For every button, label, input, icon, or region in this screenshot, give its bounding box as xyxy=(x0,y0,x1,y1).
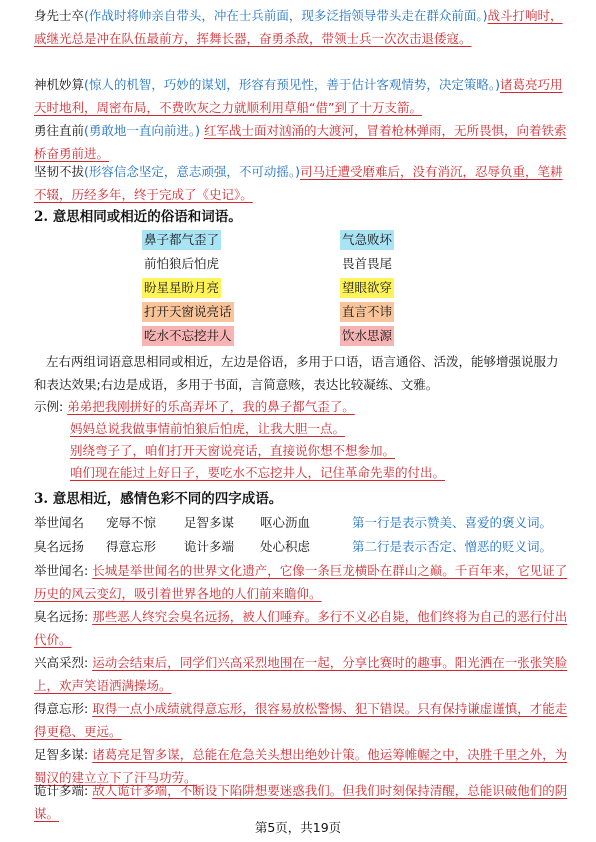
idiom-right: 饮水思源 xyxy=(340,326,394,346)
idiom-example: 敌人诡计多端，不断设下陷阱想要迷惑我们。但我们时刻保持清醒，总能识破他们的阴谋。 xyxy=(34,783,568,821)
proverb-left: 前怕狼后怕虎 xyxy=(142,254,221,274)
idiom-right: 望眼欲穿 xyxy=(340,278,394,298)
idiom-example: 司马迁遭受磨难后，没有消沉，忍辱负重，笔耕不辍，历经多年，终于完成了《史记》。 xyxy=(34,164,563,202)
example-label: 示例: xyxy=(34,399,64,414)
example-row xyxy=(34,396,355,418)
proverb-left: 吃水不忘挖井人 xyxy=(142,326,234,346)
idiom-example: 红军战士面对汹涌的大渡河，冒着枪林弹雨，无所畏惧，向着铁索桥奋勇前进。 xyxy=(34,123,567,161)
idiom-example: 诸葛亮巧用天时地利，周密布局，不费吹灰之力就顺利用草船“借”到了十万支箭。 xyxy=(34,77,563,115)
idiom-term: 勇往直前 xyxy=(34,123,85,138)
idiom: 宠辱不惊 xyxy=(106,515,157,530)
idiom-entry xyxy=(34,651,570,697)
idiom-definition: (惊人的机智，巧妙的谋划，形容有预见性，善于估计客观情势，决定策略。) xyxy=(84,77,501,92)
idiom-term: 足智多谋: xyxy=(34,747,89,762)
idiom-entry xyxy=(34,559,570,605)
idiom: 诡计多端 xyxy=(184,539,235,554)
idiom-term: 神机妙算 xyxy=(34,77,85,92)
idiom-definition: (作战时将帅亲自带头，冲在士兵前面，现多泛指领导带头走在群众前面。) xyxy=(84,8,488,23)
idiom: 臭名远扬 xyxy=(34,539,85,554)
idiom-definition: (形容信念坚定，意志顽强，不可动摇。) xyxy=(84,164,301,179)
idiom-right: 气急败坏 xyxy=(340,230,394,250)
idiom-entry xyxy=(34,697,570,743)
section-heading: 3. 意思相近，感情色彩不同的四字成语。 xyxy=(34,491,283,507)
proverb-left: 盼星星盼月亮 xyxy=(142,278,221,298)
idiom-example: 那些恶人终究会臭名远扬，被人们唾弃。多行不义必自毙，他们终将为自己的恶行付出代价。 xyxy=(34,609,568,647)
row-note: 第一行是表示赞美、喜爱的褒义词。 xyxy=(352,515,553,530)
idiom-right: 畏首畏尾 xyxy=(340,254,394,274)
idiom-term: 兴高采烈: xyxy=(34,655,89,670)
idiom-example: 诸葛亮足智多谋，总能在危急关头想出绝妙计策。他运筹帷幄之中，决胜千里之外，为蜀汉的建立立下了汗马功劳。 xyxy=(34,747,568,785)
idiom-entry xyxy=(34,119,570,165)
example-sentence: 咱们现在能过上好日子，要吃水不忘挖井人，记住革命先辈的付出。 xyxy=(70,465,446,480)
idiom-term: 得意忘形: xyxy=(34,701,89,716)
idiom-entry xyxy=(34,73,570,119)
idiom: 足智多谋 xyxy=(184,515,235,530)
idiom-right: 直言不讳 xyxy=(340,302,394,322)
idiom: 处心积虑 xyxy=(260,539,311,554)
page-footer: 第5页，共19页 xyxy=(254,820,342,835)
example-sentence: 弟弟把我刚拼好的乐高弄坏了，我的鼻子都气歪了。 xyxy=(67,399,355,414)
row-note: 第二行是表示否定、憎恶的贬义词。 xyxy=(352,539,553,554)
idiom: 得意忘形 xyxy=(106,539,157,554)
idiom-term: 诡计多端: xyxy=(34,783,89,798)
idiom-example: 长城是举世闻名的世界文化遗产，它像一条巨龙横卧在群山之巅。千百年来，它见证了历史的风云变幻，吸引着世界各地的人们前来瞻仰。 xyxy=(34,563,568,601)
idiom-definition: (勇敢地一直向前进。) xyxy=(84,123,201,138)
example-sentence: 妈妈总说我做事情前怕狼后怕虎，让我大胆一点。 xyxy=(70,421,346,436)
proverb-left: 打开天窗说亮话 xyxy=(142,302,234,322)
idiom-term: 坚韧不拔 xyxy=(34,164,85,179)
idiom: 呕心沥血 xyxy=(260,515,311,530)
idiom: 举世闻名 xyxy=(34,515,85,530)
idiom-entry xyxy=(34,160,570,206)
explanation-paragraph: 左右两组词语意思相同或相近，左边是俗语，多用于口语，语言通俗、活泼，能够增强说服力和表达效果;右边是成语，多用于书面，言简意赅，表达比较凝练、文雅。 xyxy=(34,354,559,392)
idiom-entry xyxy=(34,4,570,50)
idiom-term: 举世闻名: xyxy=(34,563,89,578)
proverb-left: 鼻子都气歪了 xyxy=(142,230,221,250)
idiom-example: 运动会结束后，同学们兴高采烈地围在一起，分享比赛时的趣事。阳光洒在一张张笑脸上，欢声笑语洒满操场。 xyxy=(34,655,568,693)
idiom-term: 臭名远扬: xyxy=(34,609,89,624)
section-heading: 2. 意思相同或相近的俗语和词语。 xyxy=(34,209,242,225)
idiom-entry xyxy=(34,605,570,651)
idiom-example: 战斗打响时，戚继光总是冲在队伍最前方，挥舞长器，奋勇杀敌，带领士兵一次次击退倭寇。 xyxy=(34,8,563,46)
idiom-term: 身先士卒 xyxy=(34,8,85,23)
idiom-example: 取得一点小成绩就得意忘形，很容易放松警惕、犯下错误。只有保持谦虚谨慎，才能走得更稳、更远。 xyxy=(34,701,568,739)
example-sentence: 别绕弯子了，咱们打开天窗说亮话，直接说你想不想参加。 xyxy=(70,443,396,458)
